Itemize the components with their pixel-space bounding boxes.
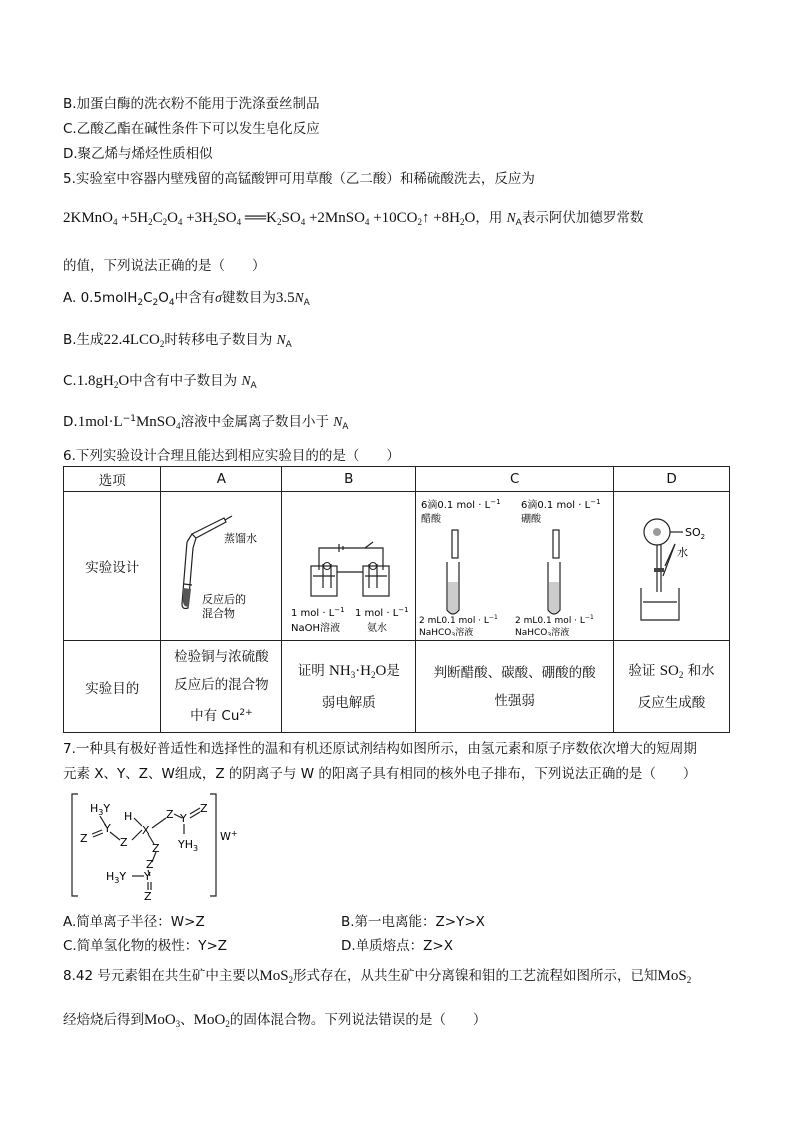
option-b-q4: B.加蛋白酶的洗衣粉不能用于洗涤蚕丝制品 bbox=[63, 96, 320, 112]
question-8-continuation: 经焙烧后得到MoO$_3$、MoO$_2$的固体混合物。下列说法错误的是（ ） bbox=[63, 1012, 487, 1029]
label-nahco3-left: NaHCO$_3$溶液 bbox=[419, 628, 474, 636]
row-purpose-label: 实验目的 bbox=[64, 641, 161, 733]
cation-label: W+ bbox=[220, 829, 238, 843]
label-mixture-2: 混合物 bbox=[202, 607, 236, 620]
figure-a-cell bbox=[161, 492, 282, 641]
q5-option-b: B.生成$22.4LCO_2$时转移电子数目为 $N_A$ bbox=[63, 332, 292, 350]
svg-text:H3Y: $H_3Y$ bbox=[106, 870, 127, 885]
purpose-c: 判断醋酸、碳酸、硼酸的酸 性强弱 bbox=[416, 641, 614, 733]
label-nahco3-right: NaHCO$_3$溶液 bbox=[515, 628, 570, 636]
question-5-intro: 5.实验室中容器内壁残留的高锰酸钾可用草酸（乙二酸）和稀硫酸洗去，反应为 bbox=[63, 171, 535, 187]
svg-text:Y: Y bbox=[144, 870, 151, 883]
q7-option-d: D.单质熔点：Z>X bbox=[341, 938, 453, 954]
row-design-label: 实验设计 bbox=[64, 492, 161, 641]
label-nahco3-conc-right: 2 mL0.1 mol · $L^{-1}$ bbox=[515, 614, 594, 626]
label-boric-drops: 6滴0.1 mol · $L^{-1}$ bbox=[521, 498, 601, 511]
question-7-intro: 7.一种具有极好普适性和选择性的温和有机还原试剂结构如图所示，由氢元素和原子序数依次增大的短周期 bbox=[63, 741, 697, 757]
label-naoh-conc: 1 mol · $L^{-1}$ bbox=[291, 606, 345, 619]
q5-equation: 2KMnO$_4$ $+5H_2C_2O_4 +3H_2SO_4$ $══K_2SO_4$ +2MnSO$_4$ $+10CO_2↑ +8H_2O$，用 $N_A$表示阿伏加德罗常数 bbox=[63, 210, 644, 228]
svg-text:Z: Z bbox=[152, 842, 160, 855]
label-acetic: 醋酸 bbox=[421, 514, 442, 525]
label-acetic-drops: 6滴0.1 mol · $L^{-1}$ bbox=[421, 498, 501, 511]
label-so2: $SO_2$ bbox=[685, 526, 706, 541]
figure-b-cell bbox=[282, 492, 416, 641]
svg-text:Z: Z bbox=[120, 836, 128, 849]
figure-c-cell bbox=[416, 492, 614, 641]
label-ammonia: 氨水 bbox=[367, 623, 388, 634]
svg-text:Y: Y bbox=[104, 822, 111, 835]
q5-option-c: $C.1.8gH_2O$中含有中子数目为 $N_A$ bbox=[63, 373, 257, 391]
purpose-d: 验证 $SO_2$ 和水 反应生成酸 bbox=[614, 641, 730, 733]
figure-a bbox=[162, 492, 280, 636]
option-d-q4: D.聚乙烯与烯烃性质相似 bbox=[63, 146, 213, 162]
header-d: D bbox=[614, 467, 730, 492]
svg-text:Y: Y bbox=[180, 812, 187, 825]
label-mixture-1: 反应后的 bbox=[202, 593, 247, 606]
option-c-q4: C.乙酸乙酯在碱性条件下可以发生皂化反应 bbox=[63, 121, 320, 137]
figure-b bbox=[283, 492, 414, 636]
question-8-intro: 8.42 号元素钼在共生矿中主要以MoS$_2$形式存在，从共生矿中分离镍和钼的工艺流程如图所示，已知MoS$_2$ bbox=[63, 968, 692, 985]
label-nahco3-conc-left: 2 mL0.1 mol · $L^{-1}$ bbox=[419, 614, 498, 626]
purpose-a: 检验铜与浓硫酸 反应后的混合物 中有 $Cu^{2+}$ bbox=[161, 641, 282, 733]
label-boric: 硼酸 bbox=[521, 514, 542, 525]
figure-d-cell bbox=[614, 492, 730, 641]
q5-option-d: $D.1mol\cdot L^{-1}MnSO_4$溶液中金属离子数目小于 $N_A$ bbox=[63, 414, 349, 432]
purpose-b: 证明 $NH_3\cdot H_2O$是 弱电解质 bbox=[282, 641, 416, 733]
label-ammonia-conc: 1 mol · $L^{-1}$ bbox=[355, 606, 409, 619]
svg-text:X: X bbox=[142, 824, 150, 837]
label-distilled-water: 蒸馏水 bbox=[224, 532, 258, 545]
figure-d bbox=[615, 492, 728, 636]
header-option: 选项 bbox=[64, 467, 161, 492]
svg-text:YH3: $YH_3$ bbox=[178, 838, 199, 853]
question-7-continuation: 元素 X、Y、Z、W组成，Z 的阴离子与 W 的阳离子具有相同的核外电子排布，下列说法正确的是（ ） bbox=[63, 766, 697, 782]
header-a: A bbox=[161, 467, 282, 492]
figure-c bbox=[417, 492, 612, 636]
svg-text:Z: Z bbox=[80, 832, 88, 845]
q7-option-a: A.简单离子半径：W>Z bbox=[63, 914, 205, 930]
question-6-intro: 6.下列实验设计合理且能达到相应实验目的的是（ ） bbox=[63, 448, 400, 464]
header-b: B bbox=[282, 467, 416, 492]
svg-text:Z: Z bbox=[146, 858, 154, 871]
experiment-table bbox=[63, 466, 730, 733]
svg-text:H: H bbox=[124, 810, 133, 823]
q5-continuation: 的值，下列说法正确的是（ ） bbox=[63, 258, 266, 274]
q7-option-b: B.第一电离能：Z>Y>X bbox=[341, 914, 485, 930]
label-water: 水 bbox=[677, 546, 689, 559]
svg-text:H3Y: $H_3Y$ bbox=[90, 802, 111, 817]
label-naoh: NaOH溶液 bbox=[291, 623, 341, 634]
structure-diagram bbox=[70, 790, 260, 902]
header-c: C bbox=[416, 467, 614, 492]
q5-option-a: A. $0.5molH_2C_2O_4$中含有σ键数目为$3.5N_A$ bbox=[63, 290, 310, 308]
svg-text:Z: Z bbox=[200, 802, 208, 815]
svg-text:Z: Z bbox=[144, 890, 152, 902]
svg-text:Z: Z bbox=[166, 808, 174, 821]
q7-option-c: C.简单氢化物的极性：Y>Z bbox=[63, 938, 228, 954]
